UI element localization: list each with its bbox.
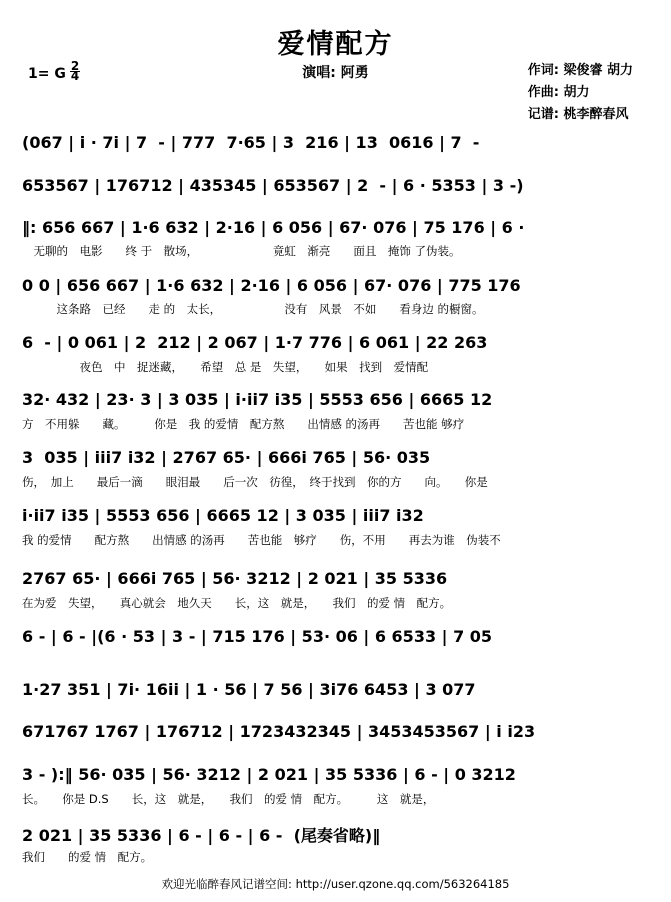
transcriber-credit: 记谱: 桃李醉春风 [527,107,629,122]
score-line-lyrics: 夜色 中 捉迷藏， 希望 总 是 失望， 如果 找到 爱情配 [22,360,429,374]
score-line-notes: 671767 1767 | 176712 | 1723432345 | 3453453567 | i i23 [22,722,536,741]
time-signature-numerator: 2 [70,59,80,73]
score-line-lyrics: 我 的爱情 配方熬 出情感 的汤再 苦也能 够疗 伤，不用 再去为谁 伪装不 [22,533,501,547]
score-line-notes: 1·27 351 | 7i· 16ii | 1 · 56 | 7 56 | 3i76 6453 | 3 077 [22,680,476,699]
score-line-notes: 653567 | 176712 | 435345 | 653567 | 2 - | 6 · 5353 | 3 -) [22,176,524,195]
score-line-lyrics: 伤， 加上 最后一滴 眼泪最 后一次 彷徨， 终于找到 你的方 向。 你是 [22,475,488,489]
score-line-notes: 32· 432 | 23· 3 | 3 035 | i·ii7 i35 | 5553 656 | 6665 12 [22,390,493,409]
score-line-notes: 2767 65· | 666i 765 | 56· 3212 | 2 021 | 35 5336 [22,569,448,588]
score-line-lyrics: 在为爱 失望， 真心就会 地久天 长，这 就是， 我们 的爱 情 配方。 [22,596,452,610]
score-line-lyrics: 方 不用躲 藏。 你是 我 的爱情 配方熬 出情感 的汤再 苦也能 够疗 [22,417,465,431]
score-line-lyrics: 无聊的 电影 终 于 散场， 竟虹 渐亮 面且 掩饰 了伪装。 [22,244,461,258]
page-title: 爱情配方 [277,29,394,60]
score-line-notes: 6 - | 6 - |(6 · 53 | 3 - | 715 176 | 53· 06 | 6 6533 | 7 05 [22,627,493,646]
score-line-notes: 3 - ):‖ 56· 035 | 56· 3212 | 2 021 | 35 5336 | 6 - | 0 3212 [22,765,516,784]
lyricist-credit: 作词: 梁俊睿 胡力 [527,63,633,78]
score-line-notes: (067 | i · 7i | 7 - | 777 7·65 | 3 216 | 13 0616 | 7 - [22,133,480,152]
score-line-notes: 0 0 | 656 667 | 1·6 632 | 2·16 | 6 056 | 67· 076 | 775 176 [22,276,521,295]
score-line-notes: 6 - | 0 061 | 2 212 | 2 067 | 1·7 776 | 6 061 | 22 263 [22,333,488,352]
composer-credit: 作曲: 胡力 [527,85,590,100]
key-text: 1= G [28,66,66,82]
score-line-notes: ‖: 656 667 | 1·6 632 | 2·16 | 6 056 | 67· 076 | 75 176 | 6 · [22,218,525,237]
score-line-notes: 3 035 | iii7 i32 | 2767 65· | 666i 765 | 56· 035 [22,448,431,467]
credits-block [528,60,633,126]
score-line-lyrics: 我们 的爱 情 配方。 [22,850,153,864]
footer-credit: 欢迎光临醉春风记谱空间: http://user.qzone.qq.com/563264185 [161,877,510,891]
score-line-lyrics: 这条路 已经 走 的 太长， 没有 风景 不如 看身边 的橱窗。 [22,302,484,316]
score-line-notes: 2 021 | 35 5336 | 6 - | 6 - | 6 - (尾奏省略)‖ [22,826,381,845]
time-signature-denominator: 4 [70,69,80,83]
score-line-lyrics: 长。 你是 D.S 长，这 就是， 我们 的爱 情 配方。 这 就是， [22,792,435,806]
score-line-notes: i·ii7 i35 | 5553 656 | 6665 12 | 3 035 | iii7 i32 [22,506,424,525]
performer-label: 演唱: 阿勇 [302,65,369,81]
